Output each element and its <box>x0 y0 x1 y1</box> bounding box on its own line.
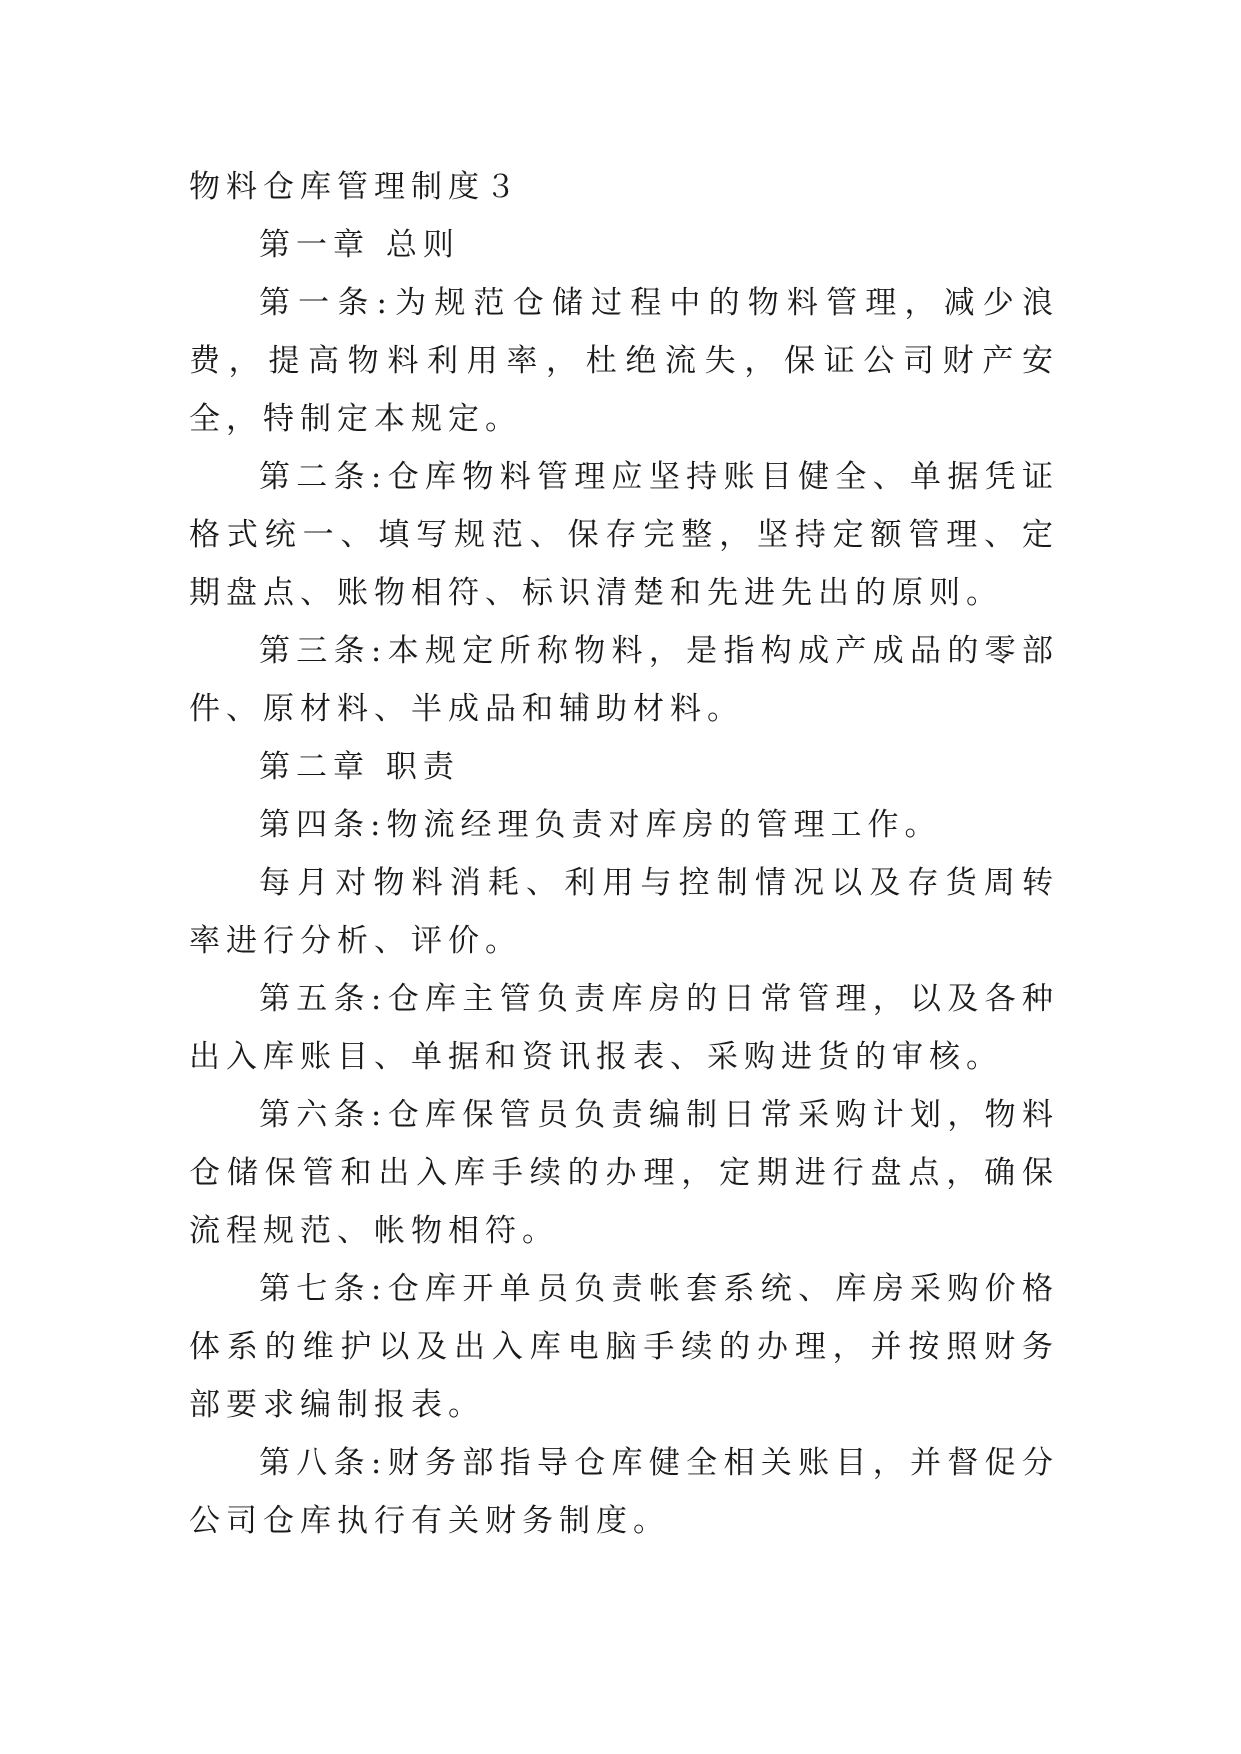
article-paragraph: 第八条:财务部指导仓库健全相关账目，并督促分公司仓库执行有关财务制度。 <box>189 1445 1059 1539</box>
article-paragraph: 第四条:物流经理负责对库房的管理工作。 <box>259 807 942 843</box>
chapter-heading: 第一章 总则 <box>259 227 460 263</box>
article-paragraph: 第五条:仓库主管负责库房的日常管理，以及各种出入库账目、单据和资讯报表、采购进货的审核。 <box>189 981 1059 1075</box>
article-paragraph: 每月对物料消耗、利用与控制情况以及存货周转率进行分析、评价。 <box>189 865 1059 959</box>
document-body <box>189 158 1059 1550</box>
article-paragraph: 第二条:仓库物料管理应坚持账目健全、单据凭证格式统一、填写规范、保存完整，坚持定额管理、定期盘点、账物相符、标识清楚和先进先出的原则。 <box>189 459 1059 611</box>
article-paragraph: 第七条:仓库开单员负责帐套系统、库房采购价格体系的维护以及出入库电脑手续的办理，并按照财务部要求编制报表。 <box>189 1271 1059 1423</box>
document-title: 物料仓库管理制度３ <box>189 169 522 205</box>
article-paragraph: 第三条:本规定所称物料，是指构成产成品的零部件、原材料、半成品和辅助材料。 <box>189 633 1059 727</box>
article-paragraph: 第一条:为规范仓储过程中的物料管理，减少浪费，提高物料利用率，杜绝流失，保证公司财产安全，特制定本规定。 <box>189 285 1059 437</box>
article-paragraph: 第六条:仓库保管员负责编制日常采购计划，物料仓储保管和出入库手续的办理，定期进行盘点，确保流程规范、帐物相符。 <box>189 1097 1059 1249</box>
chapter-heading: 第二章 职责 <box>259 749 460 785</box>
